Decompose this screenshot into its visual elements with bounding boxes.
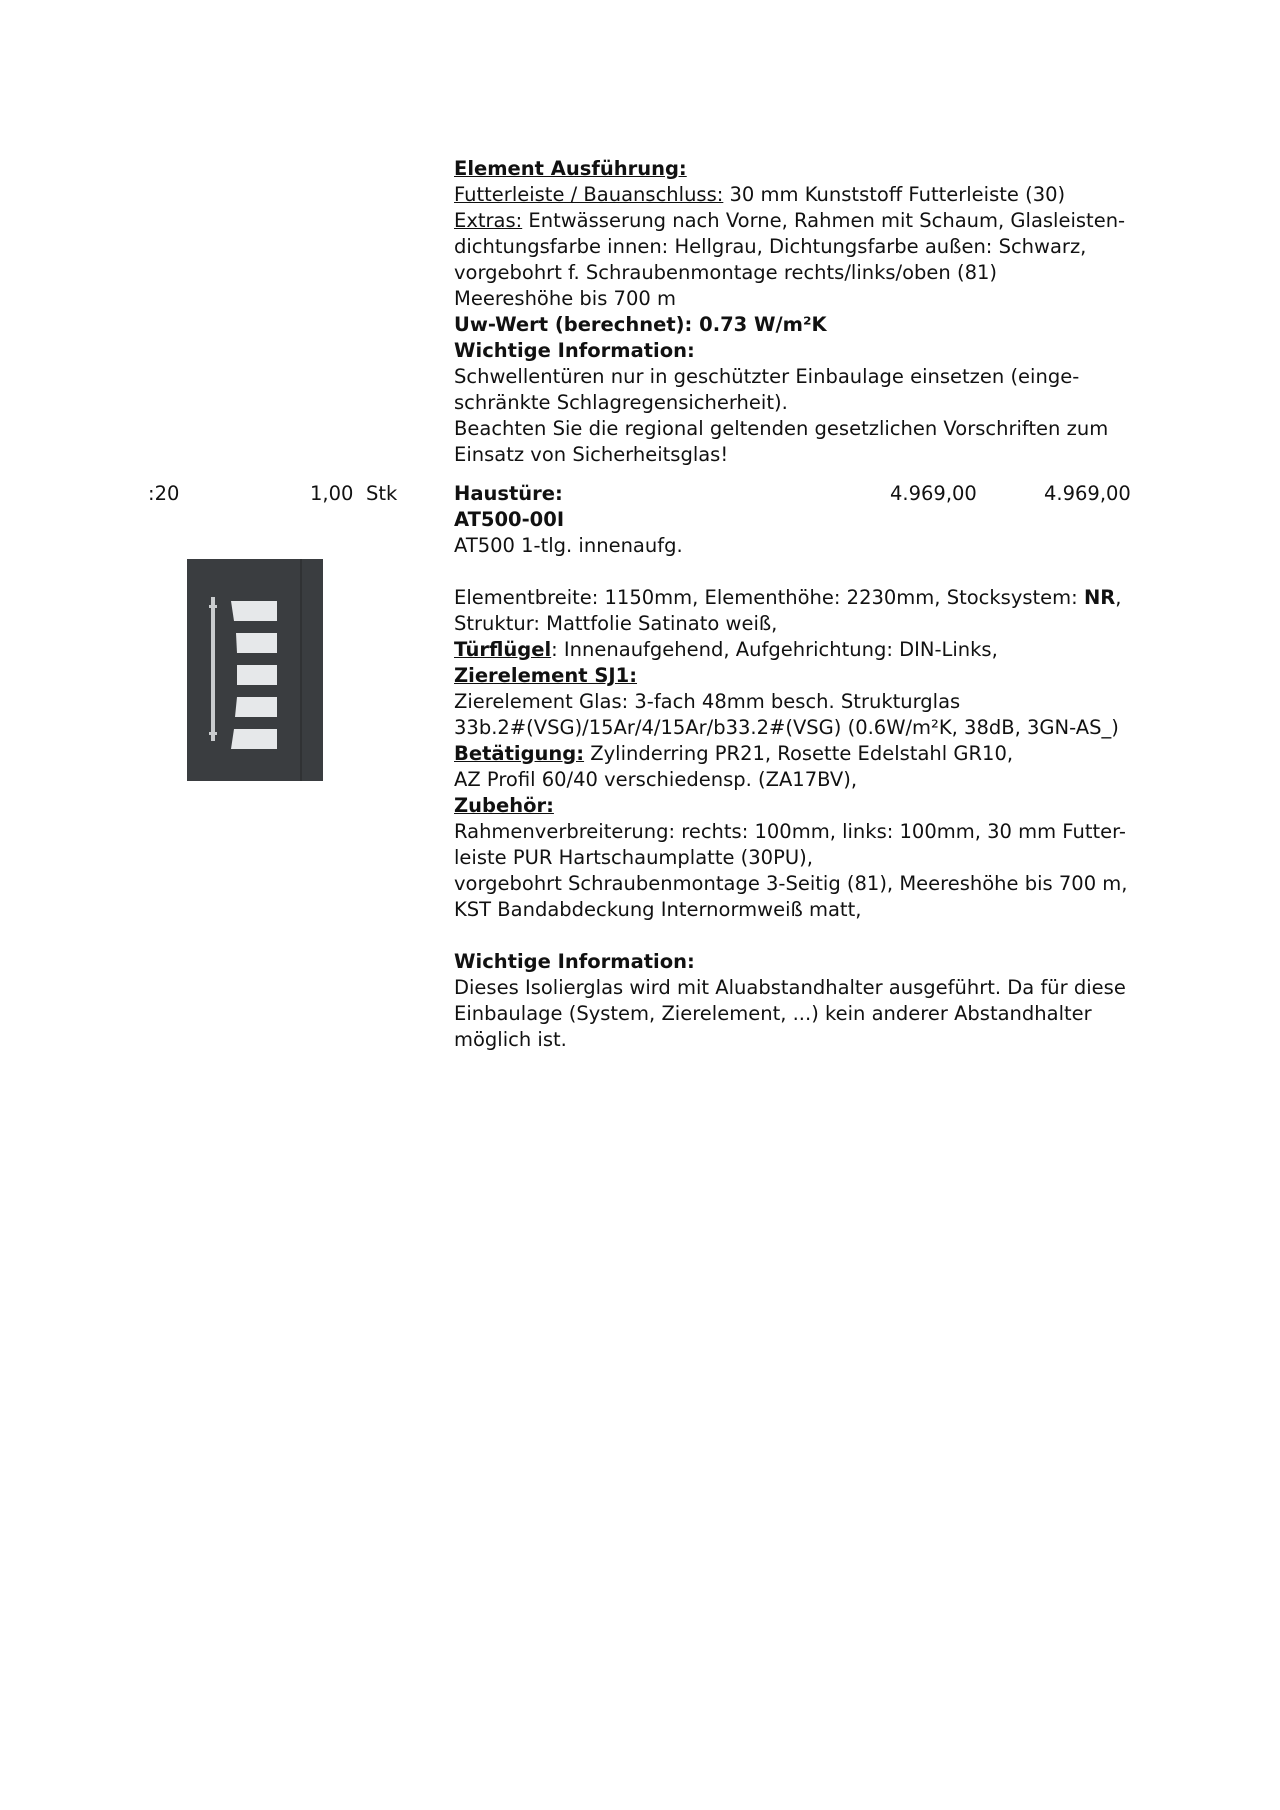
unit-price: 4.969,00 xyxy=(890,482,977,505)
actuation-value: Zylinderring PR21, Rosette Edelstahl GR10, xyxy=(584,742,1014,765)
important-info-line-4: Einsatz von Sicherheitsglas! xyxy=(454,443,729,466)
important-info-heading: Wichtige Information: xyxy=(454,339,695,362)
door-glass-1 xyxy=(231,601,277,621)
decor-element-heading: Zierelement SJ1: xyxy=(454,664,638,687)
total-price: 4.969,00 xyxy=(1044,482,1131,505)
actuation-line-2: AZ Profil 60/40 verschiedensp. (ZA17BV), xyxy=(454,768,858,791)
item-important-info-line-2: Einbaulage (System, Zierelement, ...) kein anderer Abstandhalter xyxy=(454,1002,1092,1025)
item-code: AT500-00I xyxy=(454,508,565,531)
accessories-line-3: vorgebohrt Schraubenmontage 3-Seitig (81), Meereshöhe bis 700 m, xyxy=(454,872,1128,895)
door-handle xyxy=(211,597,215,741)
dimensions-line: Elementbreite: 1150mm, Elementhöhe: 2230mm, Stocksystem: NR, xyxy=(454,586,1122,609)
important-info-line-1: Schwellentüren nur in geschützter Einbaulage einsetzen (einge- xyxy=(454,365,1080,388)
quantity: 1,00 xyxy=(310,482,354,505)
important-info-line-3: Beachten Sie die regional geltenden gesetzlichen Vorschriften zum xyxy=(454,417,1109,440)
extras-line-2: dichtungsfarbe innen: Hellgrau, Dichtungsfarbe außen: Schwarz, xyxy=(454,235,1087,258)
actuation-line xyxy=(454,741,1134,767)
door-glass-5 xyxy=(231,729,277,749)
door-glass-4 xyxy=(235,697,277,717)
accessories-line-1: Rahmenverbreiterung: rechts: 100mm, links: 100mm, 30 mm Futter- xyxy=(454,820,1126,843)
accessories-line-4: KST Bandabdeckung Internormweiß matt, xyxy=(454,898,862,921)
position-number: :20 xyxy=(148,482,180,505)
extras-line xyxy=(454,208,1134,234)
extras-line-3: vorgebohrt f. Schraubenmontage rechts/links/oben (81) xyxy=(454,261,998,284)
accessories-line-2: leiste PUR Hartschaumplatte (30PU), xyxy=(454,846,813,869)
item-description-block xyxy=(454,481,1134,1053)
actuation-label: Betätigung: xyxy=(454,742,585,765)
futter-value: 30 mm Kunststoff Futterleiste (30) xyxy=(723,183,1066,206)
extras-line-4: Meereshöhe bis 700 m xyxy=(454,287,676,310)
extras-value: Entwässerung nach Vorne, Rahmen mit Schaum, Glasleisten- xyxy=(522,209,1126,232)
item-important-info-line-3: möglich ist. xyxy=(454,1028,567,1051)
extras-label: Extras: xyxy=(454,209,523,232)
futter-line xyxy=(454,182,1134,208)
door-leaf-label: Türflügel xyxy=(454,638,552,661)
door-leaf-line xyxy=(454,637,1134,663)
decor-element-line-1: Zierelement Glas: 3-fach 48mm besch. Strukturglas xyxy=(454,690,961,713)
door-leaf-value: : Innenaufgehend, Aufgehrichtung: DIN-Links, xyxy=(551,638,998,661)
accessories-heading: Zubehör: xyxy=(454,794,554,817)
stock-system-value: NR xyxy=(1083,586,1116,609)
item-important-info-heading: Wichtige Information: xyxy=(454,950,695,973)
futter-label: Futterleiste / Bauanschluss: xyxy=(454,183,724,206)
important-info-line-2: schränkte Schlagregensicherheit). xyxy=(454,391,788,414)
unit: Stk xyxy=(366,482,398,505)
element-execution-block xyxy=(454,156,1134,468)
element-execution-heading: Element Ausführung: xyxy=(454,157,687,180)
uw-value: Uw-Wert (berechnet): 0.73 W/m²K xyxy=(454,313,827,336)
item-title: Haustüre: xyxy=(454,482,563,505)
door-glass-3 xyxy=(237,665,277,685)
item-important-info-line-1: Dieses Isolierglas wird mit Aluabstandhalter ausgeführt. Da für diese xyxy=(454,976,1126,999)
structure-line: Struktur: Mattfolie Satinato weiß, xyxy=(454,612,778,635)
door-product-image xyxy=(187,559,323,781)
door-glass-2 xyxy=(236,633,277,653)
item-subtitle: AT500 1-tlg. innenaufg. xyxy=(454,534,683,557)
decor-element-line-2: 33b.2#(VSG)/15Ar/4/15Ar/b33.2#(VSG) (0.6W/m²K, 38dB, 3GN-AS_) xyxy=(454,716,1119,739)
